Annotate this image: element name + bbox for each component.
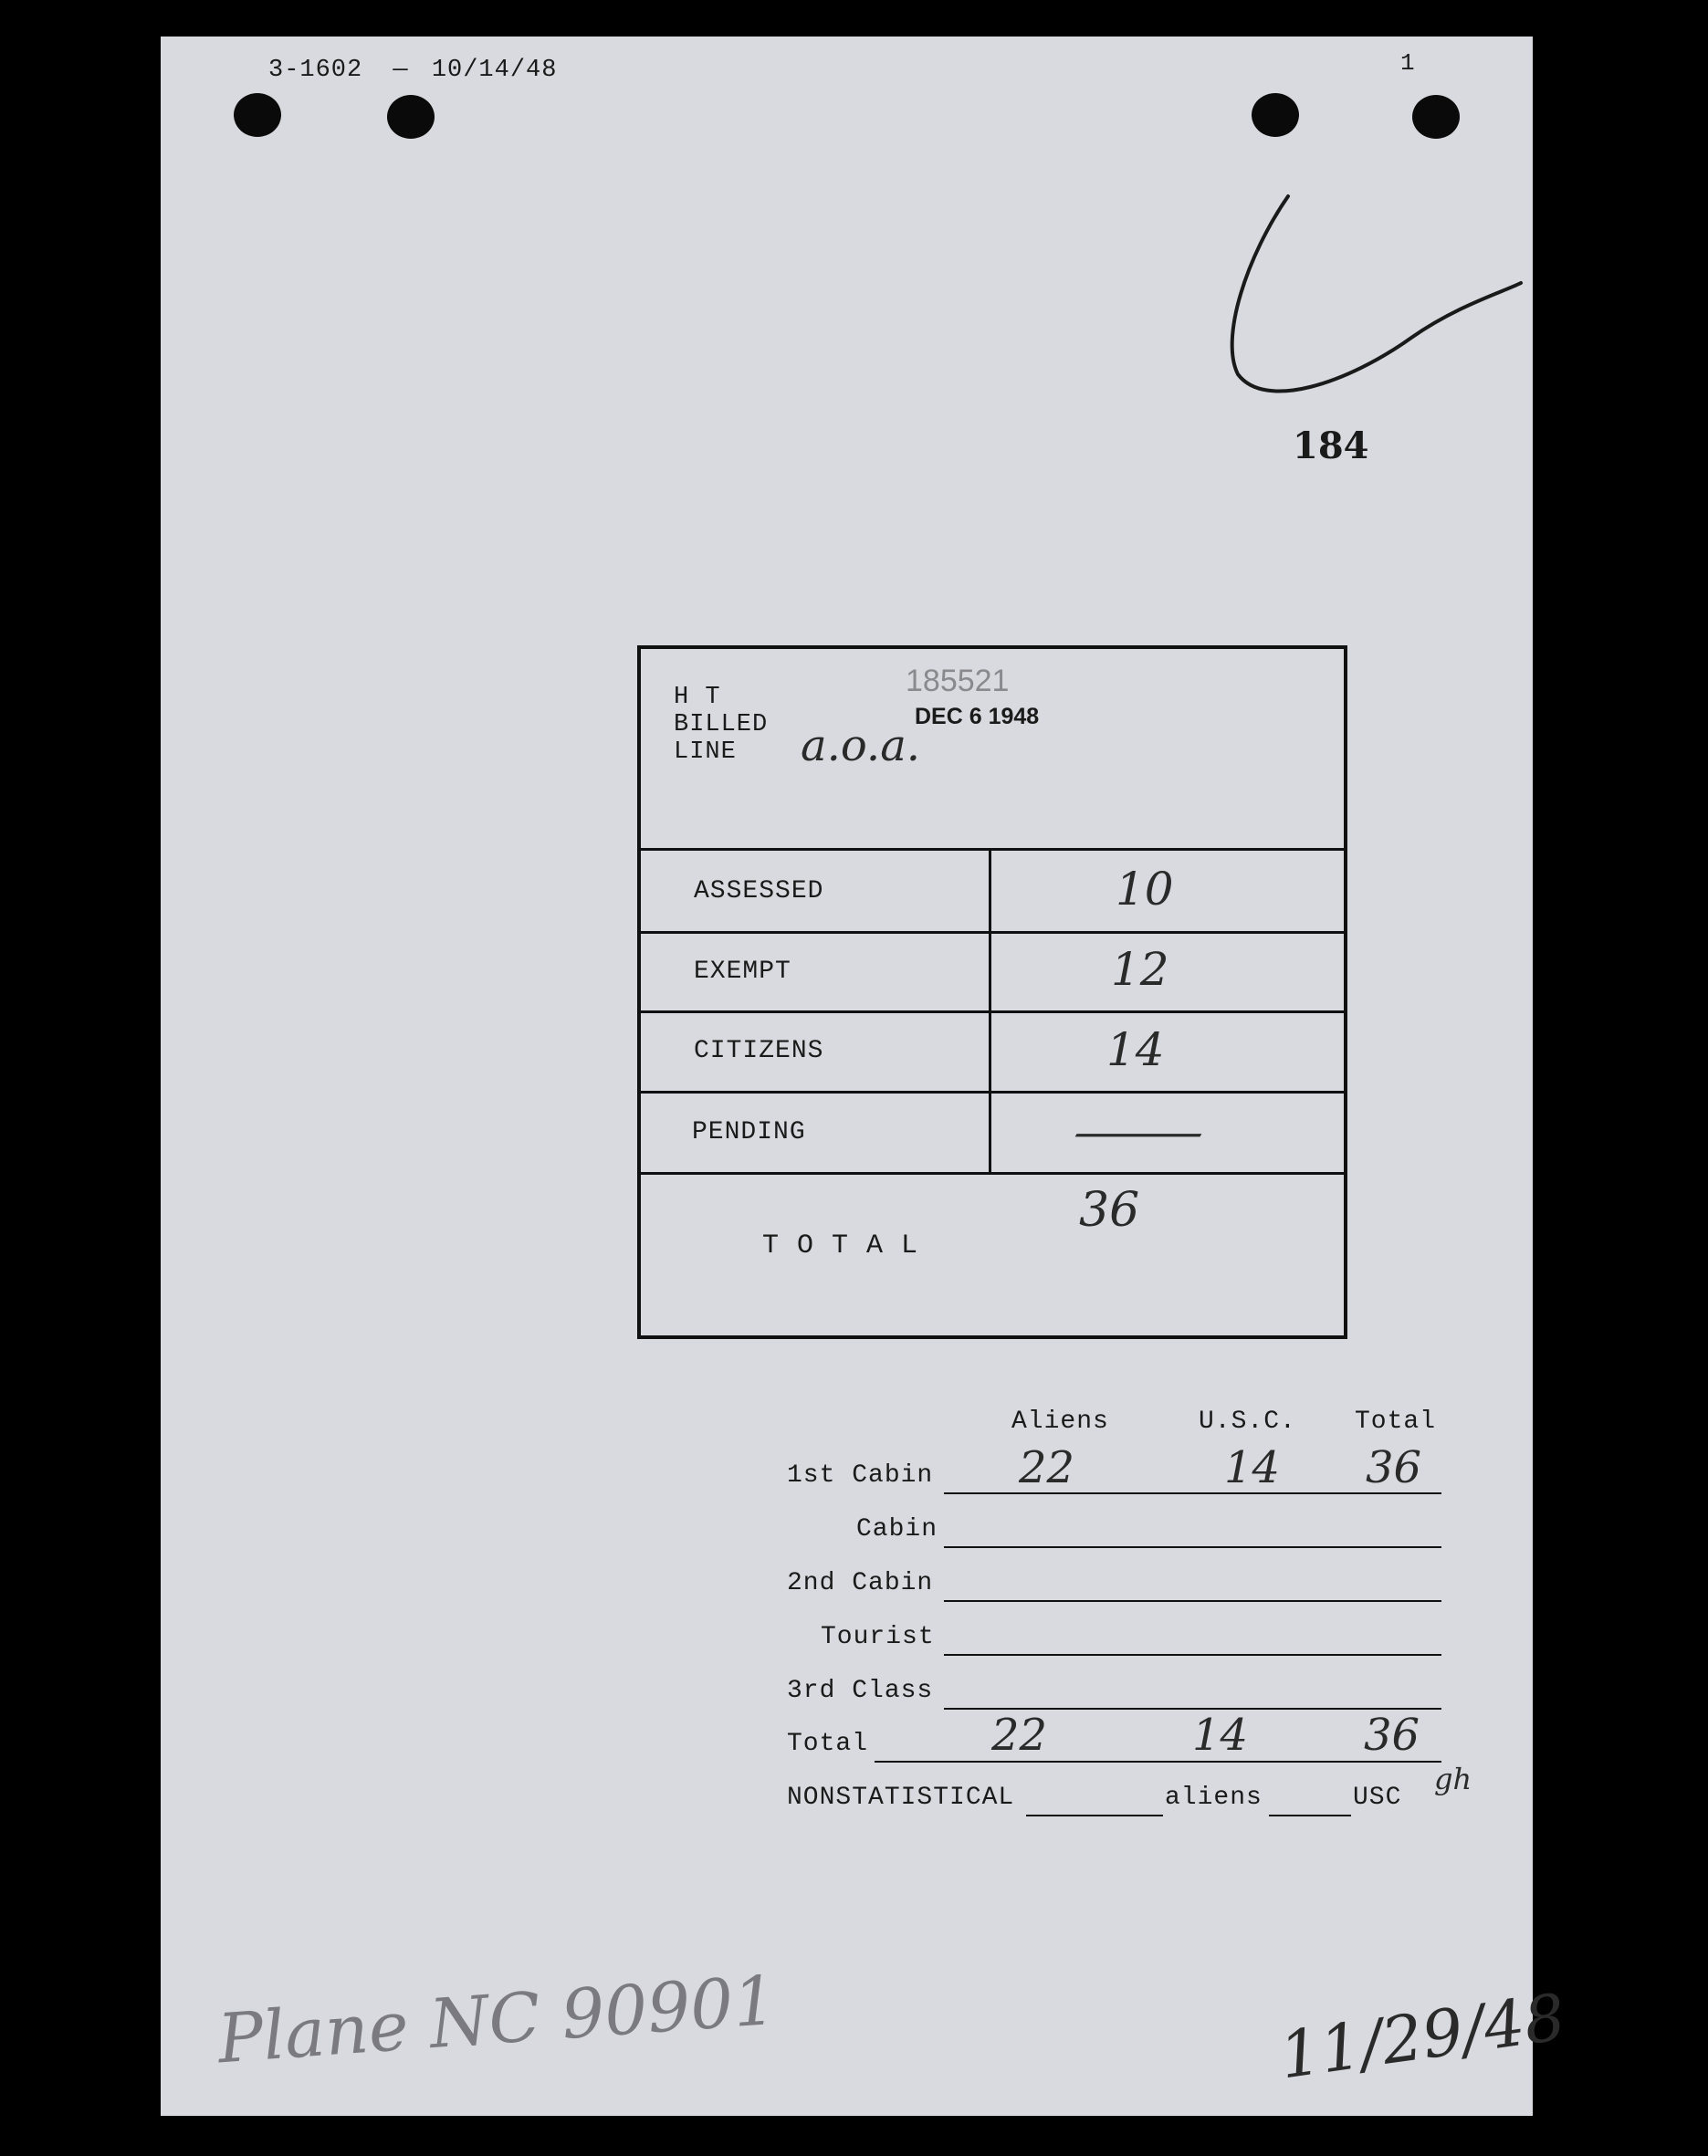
- pending-value: —: [1070, 1105, 1207, 1158]
- total-total: 36: [1364, 1710, 1420, 1761]
- citizens-label: CITIZENS: [694, 1037, 824, 1065]
- document-page: [161, 37, 1570, 2116]
- col-header-total: Total: [1355, 1408, 1437, 1436]
- nonstatistical-label: NONSTATISTICAL: [787, 1784, 1015, 1812]
- row-label-third-class: 3rd Class: [787, 1677, 934, 1705]
- total-value: 36: [1079, 1183, 1140, 1238]
- check-mark-icon: [1183, 192, 1530, 438]
- line-value: a.o.a.: [801, 720, 921, 771]
- aliens-label: aliens: [1165, 1784, 1263, 1812]
- row-label-total: Total: [787, 1730, 869, 1758]
- citizens-value: 14: [1106, 1023, 1165, 1076]
- billing-box: [637, 645, 1347, 1339]
- punch-hole: [1412, 95, 1460, 139]
- first-cabin-total: 36: [1366, 1442, 1422, 1493]
- page-number: 184: [1293, 424, 1369, 467]
- exempt-value: 12: [1111, 943, 1169, 996]
- row-label-first-cabin: 1st Cabin: [787, 1461, 934, 1490]
- corner-mark: 1: [1400, 49, 1416, 77]
- assessed-label: ASSESSED: [694, 877, 824, 905]
- first-cabin-aliens: 22: [1019, 1442, 1075, 1493]
- punch-hole: [387, 95, 435, 139]
- ht-label: H T: [674, 684, 721, 711]
- file-reference: 3-1602 — 10/14/48: [268, 57, 558, 84]
- punch-hole: [234, 93, 281, 137]
- total-usc: 14: [1192, 1710, 1249, 1761]
- plane-note: Plane NC 90901: [215, 1961, 780, 2079]
- first-cabin-usc: 14: [1224, 1442, 1281, 1493]
- initials: gh: [1434, 1762, 1472, 1796]
- line-label: LINE: [674, 738, 737, 766]
- usc-label: USC: [1353, 1784, 1402, 1812]
- total-aliens: 22: [991, 1710, 1048, 1761]
- billed-label: BILLED: [674, 711, 769, 738]
- col-header-aliens: Aliens: [1011, 1408, 1109, 1436]
- total-label: T O T A L: [762, 1230, 919, 1261]
- row-label-cabin: Cabin: [856, 1515, 938, 1544]
- stamp-date: DEC 6 1948: [915, 704, 1040, 729]
- pending-label: PENDING: [692, 1118, 806, 1146]
- box-labels: [674, 684, 768, 766]
- row-label-tourist: Tourist: [821, 1623, 935, 1651]
- exempt-label: EXEMPT: [694, 958, 791, 986]
- date-note: 11/29/48: [1274, 1979, 1570, 2094]
- header-date: 10/14/48: [431, 57, 558, 84]
- row-label-second-cabin: 2nd Cabin: [787, 1569, 934, 1597]
- punch-hole: [1252, 93, 1299, 137]
- file-ref-number: 3-1602: [268, 57, 363, 84]
- stamp-number: 185521: [906, 664, 1010, 698]
- col-header-usc: U.S.C.: [1199, 1408, 1296, 1436]
- assessed-value: 10: [1116, 863, 1174, 916]
